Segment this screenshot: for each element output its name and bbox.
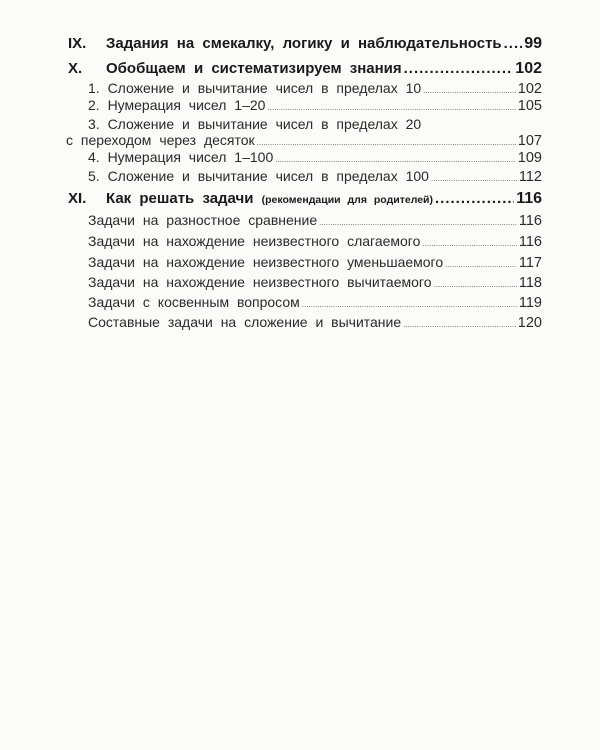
page-number: 116 (518, 213, 542, 229)
toc-entry (88, 212, 542, 232)
entry-title: Задачи на нахождение неизвестного вычитаемого (88, 274, 432, 290)
entry-title: 3. Сложение и вычитание чисел в пределах 20 (88, 116, 422, 132)
section-title: Обобщаем и систематизируем знания (106, 60, 402, 77)
page-number: 120 (517, 315, 542, 331)
dot-leader (404, 60, 514, 77)
dot-leader (431, 174, 517, 183)
toc-entry (88, 97, 542, 117)
dot-leader (422, 239, 516, 248)
dot-leader (275, 155, 516, 164)
toc-entry (88, 149, 542, 169)
entry-title: Задачи с косвенным вопросом (88, 294, 300, 310)
page-number: 102 (517, 81, 542, 97)
page-number: 116 (516, 190, 542, 207)
toc-entry-section-ix (68, 35, 542, 55)
page-number: 112 (518, 169, 542, 185)
section-subtitle: (рекомендации для родителей) (261, 194, 434, 206)
dot-leader (445, 260, 517, 269)
section-number: X. (68, 60, 83, 77)
page-number: 107 (517, 133, 542, 149)
section-number: XI. (68, 190, 87, 207)
entry-title: Задачи на нахождение неизвестного слагаемого (88, 233, 421, 249)
dot-leader (435, 190, 514, 207)
page-number: 116 (518, 234, 542, 250)
toc-entry (88, 294, 542, 314)
entry-title: Задачи на разностное сравнение (88, 212, 318, 228)
section-title: Как решать задачи (106, 190, 254, 207)
toc-entry (88, 254, 542, 274)
dot-leader (319, 218, 517, 227)
page-number: 102 (515, 60, 542, 77)
toc-entry-section-x (68, 60, 542, 80)
dot-leader (423, 86, 516, 95)
section-title: Задания на смекалку, логику и наблюдательность (106, 35, 502, 52)
page-number: 109 (517, 150, 542, 166)
toc-entry (88, 233, 542, 253)
page-number: 117 (518, 255, 542, 271)
dot-leader (504, 35, 523, 52)
toc-entry (88, 274, 542, 294)
section-number: IX. (68, 35, 87, 52)
entry-title-continued: с переходом через десяток (66, 132, 255, 148)
entry-title: 1. Сложение и вычитание чисел в пределах 10 (88, 80, 422, 96)
entry-title: Задачи на нахождение неизвестного уменьшаемого (88, 254, 444, 270)
dot-leader (434, 280, 517, 289)
page-number: 99 (524, 35, 542, 52)
page-number: 118 (518, 275, 542, 291)
page-number: 105 (517, 98, 542, 114)
dot-leader (267, 103, 515, 112)
toc-entry-section-xi (68, 190, 542, 210)
toc-entry (88, 168, 542, 188)
entry-title: Составные задачи на сложение и вычитание (88, 314, 402, 330)
toc-entry (88, 314, 542, 334)
dot-leader (403, 320, 516, 329)
page-number: 119 (518, 295, 542, 311)
dot-leader (257, 138, 516, 147)
dot-leader (302, 300, 517, 309)
entry-title: 5. Сложение и вычитание чисел в пределах 100 (88, 168, 429, 184)
entry-title: 4. Нумерация чисел 1–100 (88, 149, 274, 165)
entry-title: 2. Нумерация чисел 1–20 (88, 97, 266, 113)
